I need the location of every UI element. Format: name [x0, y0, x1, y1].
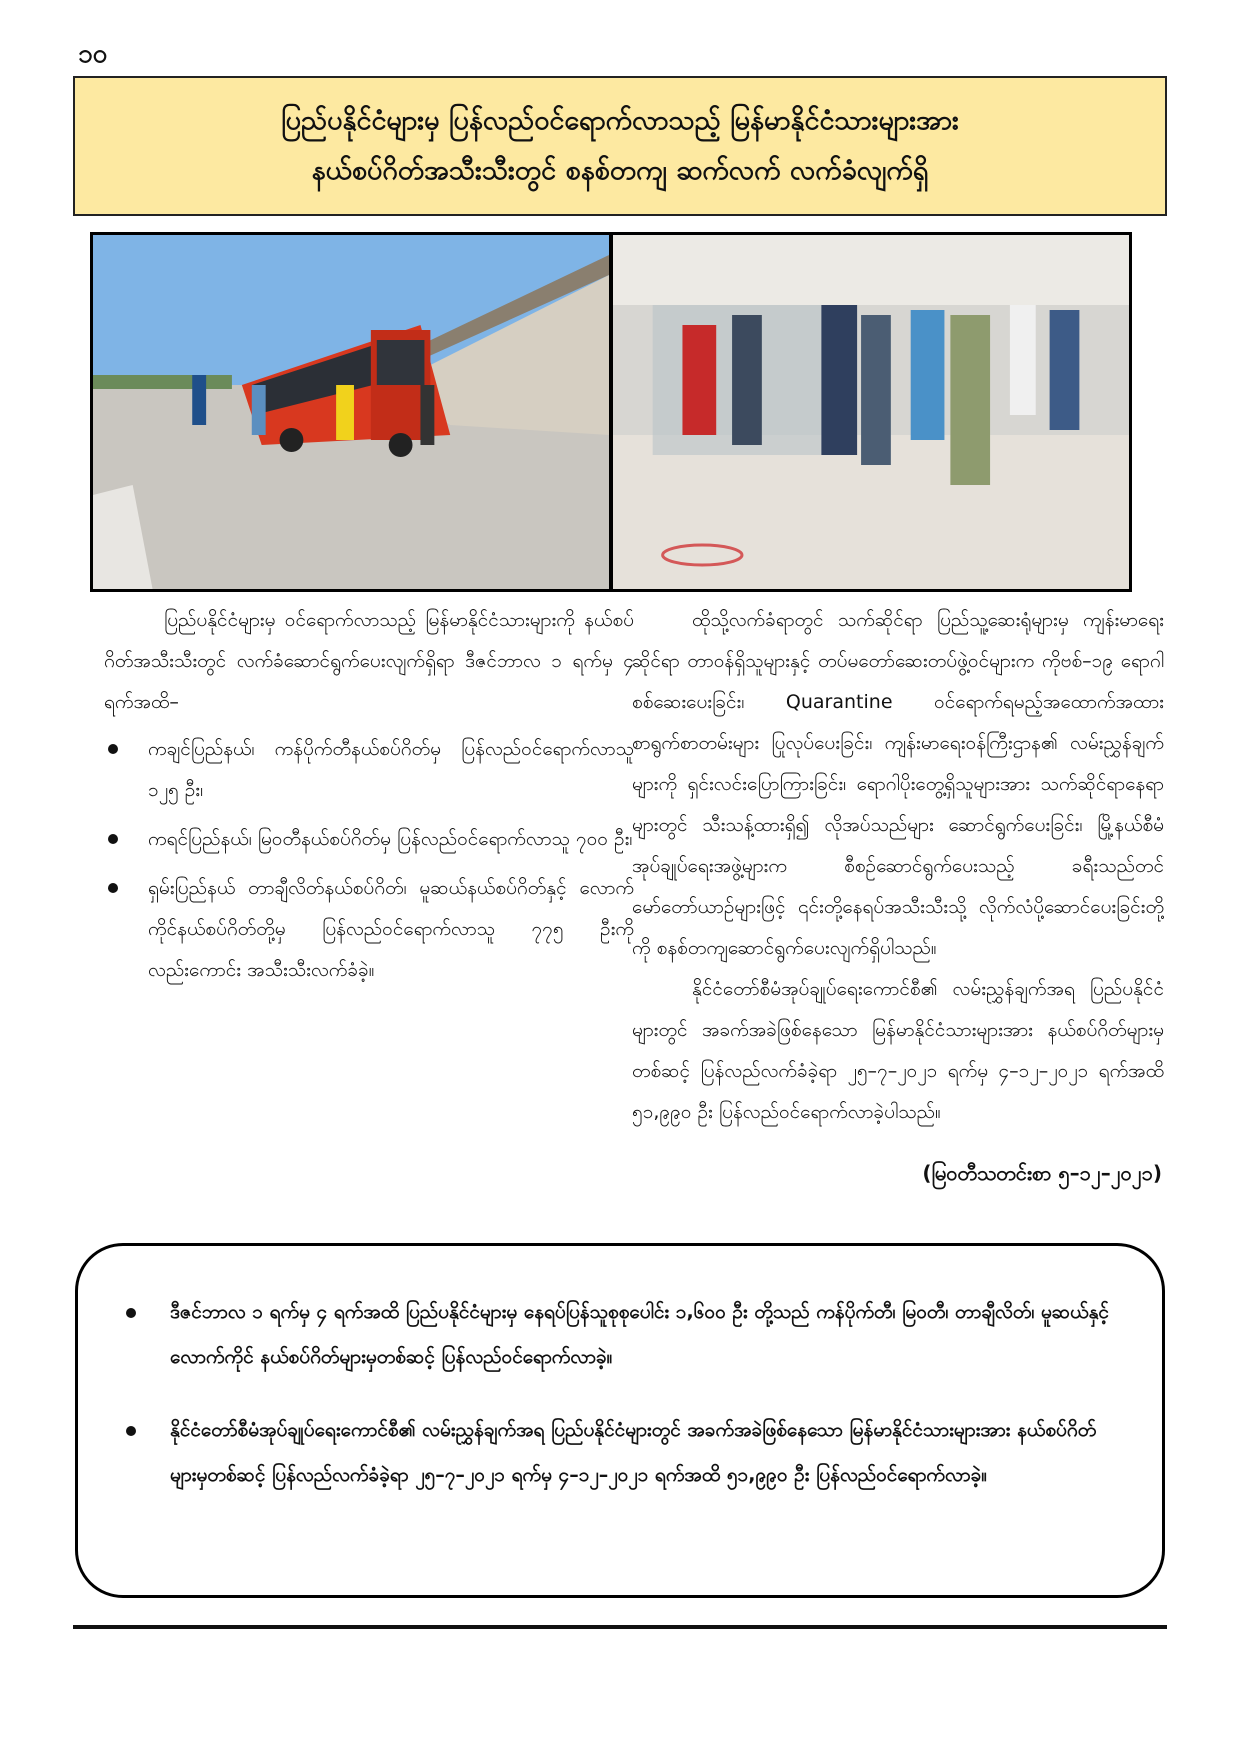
article-paragraph-2: ထိုသို့လက်ခံရာတွင် သက်ဆိုင်ရာ ပြည်သူ့ဆေးရုံများမှ ကျန်းမာရေးဆိုင်ရာ တာဝန်ရှိသူများနှင့် တပ်မတော်ဆေးတပ်ဖွဲ့ဝင်များက ကိုဗစ်–၁၉ ရောဂါစစ်ဆေးပေးခြင်း၊ Quarantine ဝင်ရောက်ရမည့်အထောက်အထား စာရွက်စာတမ်းများ ပြုလုပ်ပေးခြင်း၊ ကျန်းမာရေးဝန်ကြီးဌာန၏ လမ်းညွှန်ချက်များကို ရှင်းလင်းပြောကြားခြင်း၊ ရောဂါပိုးတွေ့ရှိသူများအား သက်ဆိုင်ရာနေရာများတွင် သီးသန့်ထားရှိ၍ လိုအပ်သည်များ ဆောင်ရွက်ပေးခြင်း၊ မြို့နယ်စီမံအုပ်ချုပ်ရေးအဖွဲ့များက စီစဉ်ဆောင်ရွက်ပေးသည့် ခရီးသည်တင်မော်တော်ယာဉ်များဖြင့် ၎င်းတို့နေရပ်အသီးသီးသို့ လိုက်လံပို့ဆောင်ပေးခြင်းတို့ကို စနစ်တကျဆောင်ရွက်ပေးလျက်ရှိပါသည်။ [632, 609, 1164, 959]
summary-item: နိုင်ငံတော်စီမံအုပ်ချုပ်ရေးကောင်စီ၏ လမ်းညွှန်ချက်အရ ပြည်ပနိုင်ငံများတွင် အခက်အခဲဖြစ်နေသော မြန်မာနိုင်ငံသားများအား နယ်စပ်ဂိတ်များမှတစ်ဆင့် ပြန်လည်လက်ခံခဲ့ရာ ၂၅–၇–၂၀၂၁ ရက်မှ ၄–၁၂–၂၀၂၁ ရက်အထိ ၅၁,၉၉၀ ဦး ပြန်လည်ဝင်ရောက်လာခဲ့။ [126, 1408, 1114, 1498]
headline-line-2: နယ်စပ်ဂိတ်အသီးသီးတွင် စနစ်တကျ ဆက်လက် လက်ခံလျက်ရှိ [311, 155, 929, 186]
summary-list [126, 1290, 1114, 1498]
article-column-right [632, 600, 1164, 1133]
list-item: ကချင်ပြည်နယ်၊ ကန်ပိုက်တီနယ်စပ်ဂိတ်မှ ပြန်လည်ဝင်ရောက်လာသူ ၁၂၅ ဦး၊ [104, 729, 634, 811]
arrivals-list [104, 729, 634, 991]
headline-line-1: ပြည်ပနိုင်ငံများမှ ပြန်လည်ဝင်ရောက်လာသည့် မြန်မာနိုင်ငံသားများအား [281, 105, 959, 136]
checkpoint-photo [613, 235, 1129, 589]
list-item: ကရင်ပြည်နယ်၊ မြဝတီနယ်စပ်ဂိတ်မှ ပြန်လည်ဝင်ရောက်လာသူ ၇၀၀ ဦး၊ [104, 819, 634, 860]
article-intro: ပြည်ပနိုင်ငံများမှ ဝင်ရောက်လာသည့် မြန်မာနိုင်ငံသားများကို နယ်စပ်ဂိတ်အသီးသီးတွင် လက်ခံဆောင်ရွက်ပေးလျက်ရှိရာ ဒီဇင်ဘာလ ၁ ရက်မှ ၄ ရက်အထိ– [104, 609, 634, 713]
summary-box [75, 1243, 1165, 1598]
source-credit: (မြဝတီသတင်းစာ ၅–၁၂–၂၀၂၁) [922, 1161, 1162, 1185]
bus-arrival-photo [93, 235, 609, 589]
bottom-divider [73, 1625, 1167, 1629]
photo-strip [90, 232, 1132, 592]
article-column-left [104, 600, 634, 999]
summary-item: ဒီဇင်ဘာလ ၁ ရက်မှ ၄ ရက်အထိ ပြည်ပနိုင်ငံများမှ နေရပ်ပြန်သူစုစုပေါင်း ၁,၆၀၀ ဦး တို့သည် ကန်ပိုက်တီ၊ မြဝတီ၊ တာချီလိတ်၊ မူဆယ်နှင့် လောက်ကိုင် နယ်စပ်ဂိတ်များမှတစ်ဆင့် ပြန်လည်ဝင်ရောက်လာခဲ့။ [126, 1290, 1114, 1380]
page-number: ၁၀ [78, 39, 108, 69]
list-item: ရှမ်းပြည်နယ် တာချီလိတ်နယ်စပ်ဂိတ်၊ မူဆယ်နယ်စပ်ဂိတ်နှင့် လောက်ကိုင်နယ်စပ်ဂိတ်တို့မှ ပြန်လည်ဝင်ရောက်လာသူ ၇၇၅ ဦးကိုလည်းကောင်း အသီးသီးလက်ခံခဲ့။ [104, 868, 634, 991]
headline-box [73, 76, 1167, 216]
article-paragraph-3: နိုင်ငံတော်စီမံအုပ်ချုပ်ရေးကောင်စီ၏ လမ်းညွှန်ချက်အရ ပြည်ပနိုင်ငံများတွင် အခက်အခဲဖြစ်နေသော မြန်မာနိုင်ငံသားများအား နယ်စပ်ဂိတ်များမှတစ်ဆင့် ပြန်လည်လက်ခံခဲ့ရာ ၂၅–၇–၂၀၂၁ ရက်မှ ၄–၁၂–၂၀၂၁ ရက်အထိ ၅၁,၉၉၀ ဦး ပြန်လည်ဝင်ရောက်လာခဲ့ပါသည်။ [632, 978, 1164, 1123]
